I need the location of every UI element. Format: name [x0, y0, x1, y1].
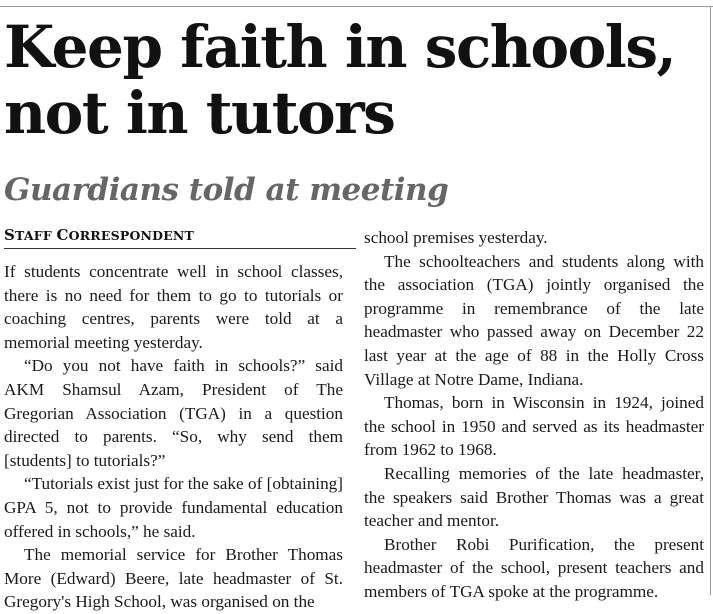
article-column-1 [4, 260, 343, 614]
paragraph: “Tutorials exist just for the sake of [obtaining] GPA 5, not to provide fundamental education offered in schools,” he said. [4, 474, 343, 541]
column-rule [710, 6, 711, 595]
paragraph: If students concentrate well in school classes, there is no need for them to go to tutorials or coaching centres, parents were told at a memorial meeting yesterday. [4, 262, 343, 352]
paragraph: “Do you not have faith in schools?” said AKM Shamsul Azam, President of The Gregorian Association (TGA) in a question directed to parents. “So, why send them [students] to tutorials?” [4, 356, 343, 470]
byline-text: STAFF CORRESPONDENT [4, 226, 195, 244]
paragraph: Brother Robi Purification, the present headmaster of the school, present teachers and members of TGA spoke at the programme. [364, 534, 704, 601]
paragraph: Thomas, born in Wisconsin in 1924, joined the school in 1950 and served as its headmaster from 1962 to 1968. [364, 393, 704, 460]
paragraph: school premises yesterday. [364, 228, 548, 247]
paragraph: Recalling memories of the late headmaster, the speakers said Brother Thomas was a great teacher and mentor. [364, 463, 704, 531]
headline: Keep faith in schools, not in tutors [4, 13, 676, 147]
top-rule [0, 6, 713, 7]
paragraph: The memorial service for Brother Thomas More (Edward) Beere, late headmaster of St. Gregory's High School, was organised on the [4, 545, 343, 612]
article-column-2 [364, 226, 704, 604]
paragraph: The schoolteachers and students along with the association (TGA) jointly organised the programme in remembrance of the late headmaster who passed away on December 22 last year at the age of 88 in the Holly Cross Village at Notre Dame, Indiana. [364, 251, 704, 389]
subheadline: Guardians told at meeting [4, 172, 449, 208]
byline [4, 226, 356, 249]
